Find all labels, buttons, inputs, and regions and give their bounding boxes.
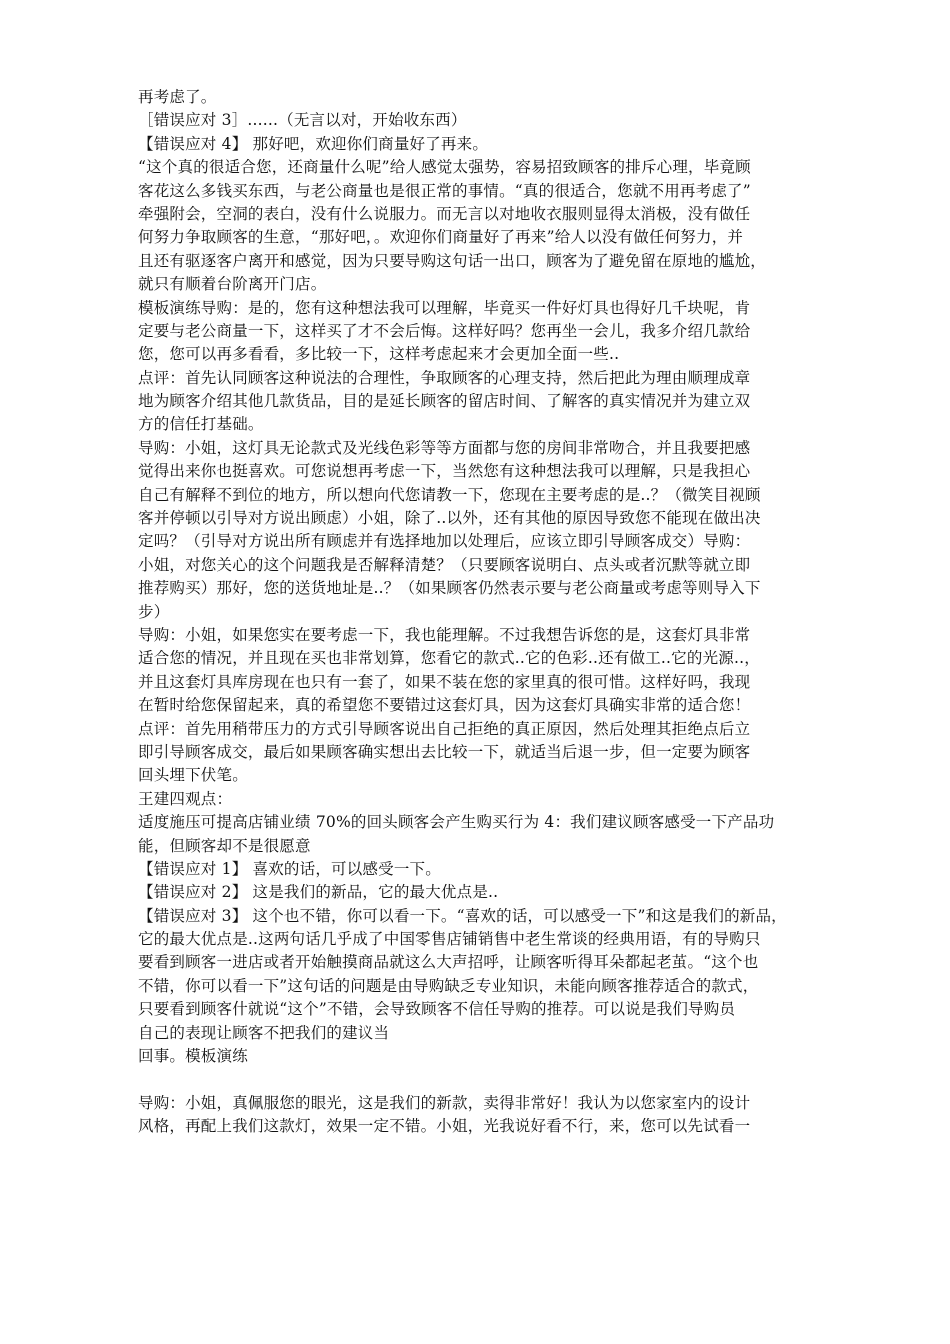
text-line: 导购：小姐，这灯具无论款式及光线色彩等等方面都与您的房间非常吻合，并且我要把感 (138, 438, 751, 457)
text-line: 客花这么多钱买东西，与老公商量也是很正常的事情。“真的很适合，您就不用再考虑了” (138, 181, 751, 200)
text-line: 导购：小姐，如果您实在要考虑一下，我也能理解。不过我想告诉您的是，这套灯具非常 (138, 625, 751, 644)
text-line: 能，但顾客却不是很愿意 (138, 836, 311, 855)
text-line: 适度施压可提高店铺业绩 70%的回头顾客会产生购买行为 4：我们建议顾客感受一下产品功 (138, 813, 775, 832)
text-line: 点评：首先用稍带压力的方式引导顾客说出自己拒绝的真正原因，然后处理其拒绝点后立 (138, 719, 751, 738)
text-line: 您，您可以再多看看，多比较一下，这样考虑起来才会更加全面一些.. (138, 345, 620, 364)
text-line: 【错误应对 4】 那好吧，欢迎你们商量好了再来。 (138, 134, 489, 153)
text-line: 回头埋下伏笔。 (138, 766, 248, 785)
text-line: 只要看到顾客什就说“这个”不错，会导致顾客不信任导购的推荐。可以说是我们导购员 (138, 1000, 736, 1019)
text-line: 牵强附会，空洞的表白，没有什么说服力。而无言以对地收衣服则显得太消极，没有做任 (138, 204, 751, 223)
text-line: 自己有解释不到位的地方，所以想向代您请教一下，您现在主要考虑的是..？（微笑目视顾 (138, 485, 761, 504)
text-line: 风格，再配上我们这款灯，效果一定不错。小姐，光我说好看不行，来，您可以先试看一 (138, 1117, 751, 1136)
text-line: 自己的表现让顾客不把我们的建议当 (138, 1023, 390, 1042)
text-line: 适合您的情况，并且现在买也非常划算，您看它的款式..它的色彩..还有做工..它的光源..， (138, 649, 760, 668)
text-line: 定要与老公商量一下，这样买了才不会后悔。这样好吗？您再坐一会儿，我多介绍几款给 (138, 321, 751, 340)
text-line: 推荐购买）那好，您的送货地址是..？（如果顾客仍然表示要与老公商量或考虑等则导入下 (138, 579, 761, 598)
text-line: 不错，你可以看一下”这句话的问题是由导购缺乏专业知识，未能向顾客推荐适合的款式， (138, 976, 759, 995)
text-line: 客并停顿以引导对方说出顾虑）小姐，除了..以外，还有其他的原因导致您不能现在做出决 (138, 509, 761, 528)
text-line: 且还有驱逐客户离开和感觉，因为只要导购这句话一出口，顾客为了避免留在原地的尴尬， (138, 251, 767, 270)
blank-line (138, 1068, 828, 1091)
text-line: 定吗？（引导对方说出所有顾虑并有选择地加以处理后，应该立即引导顾客成交）导购： (138, 532, 751, 551)
text-line: 就只有顺着台阶离开门店。 (138, 275, 327, 294)
text-line: 回事。模板演练 (138, 1047, 248, 1066)
text-line: 王建四观点： (138, 789, 233, 808)
text-line: 并且这套灯具库房现在也只有一套了，如果不装在您的家里真的很可惜。这样好吗，我现 (138, 672, 751, 691)
text-line: 觉得出来你也挺喜欢。可您说想再考虑一下，当然您有这种想法我可以理解，只是我担心 (138, 462, 751, 481)
text-line: 步） (138, 602, 170, 621)
text-line: 再考虑了。 (138, 88, 217, 106)
text-line: 地为顾客介绍其他几款货品，目的是延长顾客的留店时间、了解客的真实情况并为建立双 (138, 392, 751, 411)
text-line: 小姐，对您关心的这个问题我是否解释清楚？（只要顾客说明白、点头或者沉默等就立即 (138, 555, 751, 574)
text-line: “这个真的很适合您，还商量什么呢”给人感觉太强势，容易招致顾客的排斥心理，毕竟顾 (138, 158, 751, 177)
text-line: 何努力争取顾客的生意，“那好吧，。欢迎你们商量好了再来”给人以没有做任何努力，并 (138, 228, 744, 247)
text-line: 导购：小姐，真佩服您的眼光，这是我们的新款，卖得非常好！我认为以您家室内的设计 (138, 1093, 751, 1112)
text-line: 【错误应对 2】 这是我们的新品，它的最大优点是.. (138, 883, 499, 902)
text-line: 在暂时给您保留起来，真的希望您不要错过这套灯具，因为这套灯具确实非常的适合您！ (138, 696, 751, 715)
text-line: ［错误应对 3］......（无言以对，开始收东西） (138, 111, 467, 130)
text-line: 它的最大优点是..这两句话几乎成了中国零售店铺销售中老生常谈的经典用语，有的导购只 (138, 930, 761, 949)
text-line: 要看到顾客一进店或者开始触摸商品就这么大声招呼，让顾客听得耳朵都起老茧。“这个也 (138, 953, 759, 972)
text-line: 【错误应对 1】 喜欢的话，可以感受一下。 (138, 859, 441, 878)
text-line: 即引导顾客成交，最后如果顾客确实想出去比较一下，就适当后退一步，但一定要为顾客 (138, 742, 751, 761)
document-body (138, 86, 828, 1139)
text-line: 【错误应对 3】 这个也不错，你可以看一下。“喜欢的话，可以感受一下”和这是我们的新品， (138, 906, 787, 925)
text-line: 点评：首先认同顾客这种说法的合理性，争取顾客的心理支持，然后把此为理由顺理成章 (138, 368, 751, 387)
text-line: 模板演练导购：是的，您有这种想法我可以理解，毕竟买一件好灯具也得好几千块呢，肯 (138, 298, 751, 317)
text-line: 方的信任打基础。 (138, 415, 264, 434)
